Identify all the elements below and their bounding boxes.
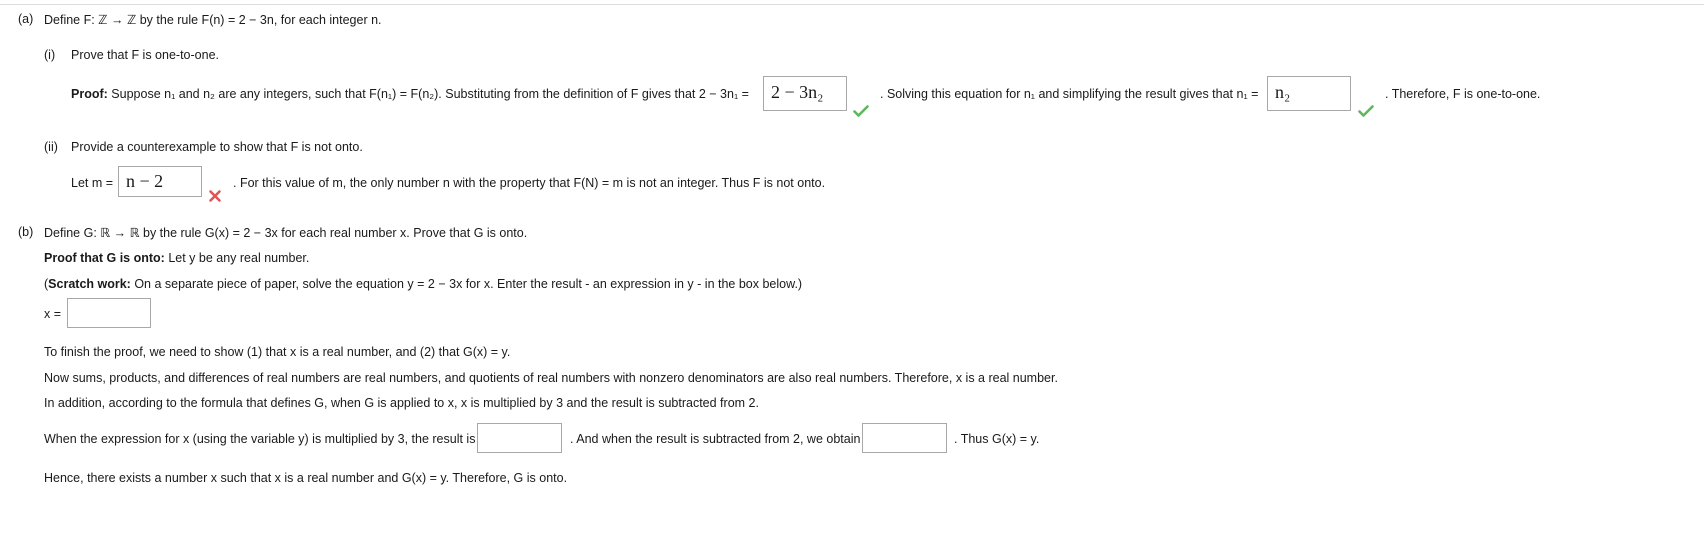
part-a-ii-prompt: Provide a counterexample to show that F is not onto.: [71, 140, 363, 154]
let-m-label: Let m =: [71, 176, 114, 190]
x-label: x =: [44, 307, 62, 321]
part-a-label: (a): [18, 12, 34, 26]
proof-text-1: Suppose n₁ and n₂ are any integers, such that F(n₁) = F(n₂). Substituting from the definition of F gives that 2 − 3n₁ =: [111, 87, 749, 101]
multiplied-input-box[interactable]: [477, 423, 562, 453]
answer-box-m-value: n − 2: [126, 171, 164, 191]
proof-heading-rest: Let y be any real number.: [168, 251, 310, 265]
finish-text: To finish the proof, we need to show (1) that x is a real number, and (2) that G(x) = y.: [44, 345, 511, 359]
when-text: When the expression for x (using the variable y) is multiplied by 3, the result is: [44, 432, 476, 446]
hence-text: Hence, there exists a number x such that x is a real number and G(x) = y. Therefore, G is onto.: [44, 471, 568, 485]
top-divider: [0, 4, 1704, 5]
proof-text-2: . Solving this equation for n₁ and simplifying the result gives that n₁ =: [880, 87, 1259, 101]
subtracted-input-box[interactable]: [862, 423, 947, 453]
proof-text-3: . Therefore, F is one-to-one.: [1385, 87, 1541, 101]
scratch-work-line: (Scratch work: On a separate piece of paper, solve the equation y = 2 − 3x for x. Enter the result - an expression in y - in the box below.): [44, 277, 803, 291]
answer-box-2[interactable]: [1267, 76, 1351, 111]
x-input-box[interactable]: [67, 298, 151, 328]
sums-text: Now sums, products, and differences of real numbers are real numbers, and quotients of real numbers with nonzero denominators are also real numbers. Therefore, x is a real number.: [44, 371, 1058, 385]
addition-text: In addition, according to the formula that defines G, when G is applied to x, x is multiplied by 3 and the result is subtracted from 2.: [44, 396, 759, 410]
part-b-definition: Define G: ℝ → ℝ by the rule G(x) = 2 − 3x for each real number x. Prove that G is onto.: [44, 226, 528, 240]
part-a-ii-label: (ii): [44, 140, 58, 154]
scratch-text: On a separate piece of paper, solve the equation y = 2 − 3x for x. Enter the result - an expression in y - in the box below.): [134, 277, 803, 291]
check-icon: [853, 105, 869, 117]
scratch-label: Scratch work:: [48, 277, 131, 291]
answer-box-m[interactable]: [118, 166, 202, 197]
part-a-i-label: (i): [44, 48, 56, 62]
cross-icon: [208, 189, 222, 203]
answer-box-1[interactable]: [763, 76, 847, 111]
proof-heading: Proof that G is onto:: [44, 251, 165, 265]
answer-box-2-value: n₂: [1275, 82, 1291, 102]
answer-box-1-value: 2 − 3n₂: [771, 82, 824, 102]
part-a-i-prompt: Prove that F is one-to-one.: [71, 48, 219, 62]
proof-heading-line: [44, 251, 309, 265]
part-b-label: (b): [18, 225, 34, 239]
counterexample-text: . For this value of m, the only number n with the property that F(N) = m is not an integer. Thus F is not onto.: [233, 176, 826, 190]
and-when-text: . And when the result is subtracted from 2, we obtain: [570, 432, 861, 446]
thus-text: . Thus G(x) = y.: [954, 432, 1040, 446]
part-a-i-proof-line: [71, 87, 749, 101]
part-a-definition: Define F: ℤ → ℤ by the rule F(n) = 2 − 3n, for each integer n.: [44, 13, 382, 27]
proof-label: Proof:: [71, 87, 108, 101]
check-icon: [1358, 105, 1374, 117]
